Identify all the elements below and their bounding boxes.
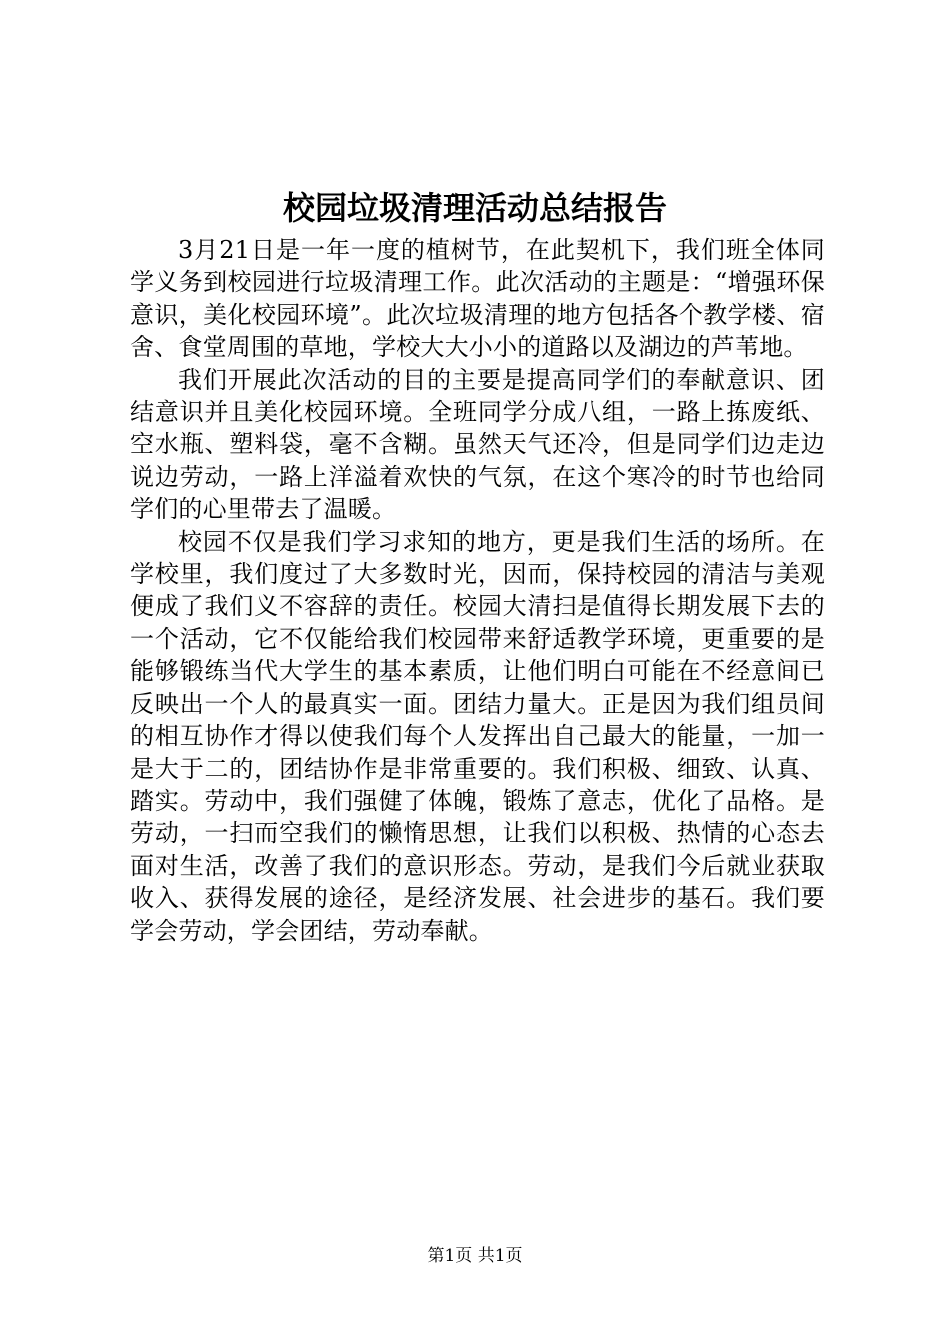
paragraph-3: 校园不仅是我们学习求知的地方，更是我们生活的场所。在学校里，我们度过了大多数时光，因而，保持校园的清洁与美观便成了我们义不容辞的责任。校园大清扫是值得长期发展下去的一个活动，它不仅能给我们校园带来舒适教学环境，更重要的是能够锻练当代大学生的基本素质，让他们明白可能在不经意间已反映出一个人的最真实一面。团结力量大。正是因为我们组员间的相互协作才得以使我们每个人发挥出自己最大的能量，一加一是大于二的，团结协作是非常重要的。我们积极、细致、认真、踏实。劳动中，我们强健了体魄，锻炼了意志，优化了品格。是劳动，一扫而空我们的懒惰思想，让我们以积极、热情的心态去面对生活，改善了我们的意识形态。劳动，是我们今后就业获取收入、获得发展的途径，是经济发展、社会进步的基石。我们要学会劳动，学会团结，劳动奉献。	[130, 527, 825, 945]
paragraph-2: 我们开展此次活动的目的主要是提高同学们的奉献意识、团结意识并且美化校园环境。全班同学分成八组，一路上拣废纸、空水瓶、塑料袋，毫不含糊。虽然天气还冷，但是同学们边走边说边劳动，一路上洋溢着欢快的气氛，在这个寒冷的时节也给同学们的心里带去了温暖。	[130, 365, 825, 524]
document-title: 校园垃圾清理活动总结报告	[282, 189, 667, 227]
paragraph-1: 3月21日是一年一度的植树节，在此契机下，我们班全体同学义务到校园进行垃圾清理工作。此次活动的主题是：“增强环保意识，美化校园环境”。此次垃圾清理的地方包括各个教学楼、宿舍、食堂周围的草地，学校大大小小的道路以及湖边的芦苇地。	[130, 236, 825, 362]
document-body	[130, 234, 825, 947]
page-footer: 第1页 共1页	[427, 1246, 523, 1266]
